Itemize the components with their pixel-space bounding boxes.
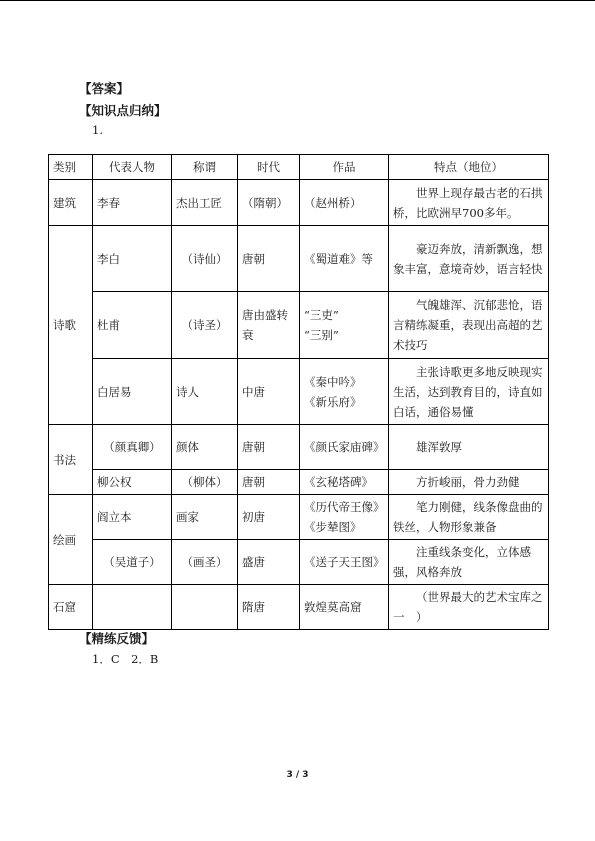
table-header-row xyxy=(49,155,549,180)
top-rule xyxy=(0,0,595,1)
table-row xyxy=(49,359,549,425)
era-cell: 唐由盛转衰 xyxy=(238,292,300,359)
era-cell: 隋唐 xyxy=(238,585,300,630)
title-cell: （画圣） xyxy=(172,540,238,585)
work-cell: （赵州桥） xyxy=(300,180,389,226)
era-cell: 唐朝 xyxy=(238,470,300,495)
work-line: “三别” xyxy=(304,328,339,342)
table-row xyxy=(49,495,549,540)
category-cell: 石窟 xyxy=(49,585,93,630)
title-cell: 颜体 xyxy=(172,425,238,470)
person-cell: 阎立本 xyxy=(93,495,172,540)
feature-cell: 注重线条变化，立体感强，风格奔放 xyxy=(389,540,549,585)
person-cell: （吴道子） xyxy=(93,540,172,585)
work-line: “三吏” xyxy=(304,308,339,322)
feedback-heading: 【精练反馈】 xyxy=(79,631,155,646)
summary-heading: 【知识点归纳】 xyxy=(79,103,167,118)
work-cell xyxy=(300,292,389,359)
answer-heading: 【答案】 xyxy=(79,81,130,96)
era-cell: 盛唐 xyxy=(238,540,300,585)
era-cell: 中唐 xyxy=(238,359,300,425)
category-cell: 书法 xyxy=(49,425,93,495)
person-cell: （颜真卿） xyxy=(93,425,172,470)
header-category: 类别 xyxy=(49,155,93,180)
title-cell xyxy=(172,585,238,630)
title-cell: 画家 xyxy=(172,495,238,540)
work-cell: 《送子天王图》 xyxy=(300,540,389,585)
feature-cell: 方折峻丽，骨力劲健 xyxy=(389,470,549,495)
feature-cell: 气魄雄浑、沉郁悲怆，语言精练凝重，表现出高超的艺术技巧 xyxy=(389,292,549,359)
era-cell: 初唐 xyxy=(238,495,300,540)
work-line: 《新乐府》 xyxy=(304,394,362,409)
header-work: 作品 xyxy=(300,155,389,180)
feature-cell: 世界上现存最古老的石拱桥，比欧洲早700多年。 xyxy=(389,180,549,226)
category-cell: 绘画 xyxy=(49,495,93,585)
category-cell: 建筑 xyxy=(49,180,93,226)
era-cell: 唐朝 xyxy=(238,425,300,470)
header-era: 时代 xyxy=(238,155,300,180)
category-cell: 诗歌 xyxy=(49,226,93,425)
knowledge-table xyxy=(48,154,549,630)
person-cell: 李白 xyxy=(93,226,172,292)
table-row xyxy=(49,226,549,292)
work-line: 《历代帝王像》 xyxy=(304,500,385,514)
feature-cell: （世界最大的艺术宝库之一 ） xyxy=(389,585,549,630)
work-line: 《秦中吟》 xyxy=(304,374,362,389)
work-line: 《步辇图》 xyxy=(304,520,362,534)
item-number: 1. xyxy=(92,123,103,137)
work-cell xyxy=(300,359,389,425)
table-row xyxy=(49,425,549,470)
header-title: 称谓 xyxy=(172,155,238,180)
feature-cell: 雄浑敦厚 xyxy=(389,425,549,470)
title-cell: 杰出工匠 xyxy=(172,180,238,226)
table-row xyxy=(49,180,549,226)
era-cell: （隋朝） xyxy=(238,180,300,226)
era-cell: 唐朝 xyxy=(238,226,300,292)
table-row xyxy=(49,292,549,359)
table-row xyxy=(49,585,549,630)
work-cell: 《蜀道难》等 xyxy=(300,226,389,292)
title-cell: （柳体） xyxy=(172,470,238,495)
feature-cell: 豪迈奔放，清新飘逸，想象丰富，意境奇妙，语言轻快 xyxy=(389,226,549,292)
header-feature: 特点（地位） xyxy=(389,155,549,180)
title-cell: 诗人 xyxy=(172,359,238,425)
title-cell: （诗仙） xyxy=(172,226,238,292)
work-cell xyxy=(300,495,389,540)
person-cell xyxy=(93,585,172,630)
feature-cell: 笔力刚健，线条像盘曲的铁丝，人物形象兼备 xyxy=(389,495,549,540)
title-cell: （诗圣） xyxy=(172,292,238,359)
work-cell: 《玄秘塔碑》 xyxy=(300,470,389,495)
person-cell: 白居易 xyxy=(93,359,172,425)
work-cell: 敦煌莫高窟 xyxy=(300,585,389,630)
table-row xyxy=(49,540,549,585)
work-cell: 《颜氏家庙碑》 xyxy=(300,425,389,470)
header-person: 代表人物 xyxy=(93,155,172,180)
table-row xyxy=(49,470,549,495)
feedback-answers: 1．C 2．B xyxy=(92,652,159,666)
feature-cell: 主张诗歌更多地反映现实生活，达到教育目的，诗直如白话，通俗易懂 xyxy=(389,359,549,425)
page-number: 3 / 3 xyxy=(286,770,309,780)
person-cell: 杜甫 xyxy=(93,292,172,359)
person-cell: 柳公权 xyxy=(93,470,172,495)
person-cell: 李春 xyxy=(93,180,172,226)
